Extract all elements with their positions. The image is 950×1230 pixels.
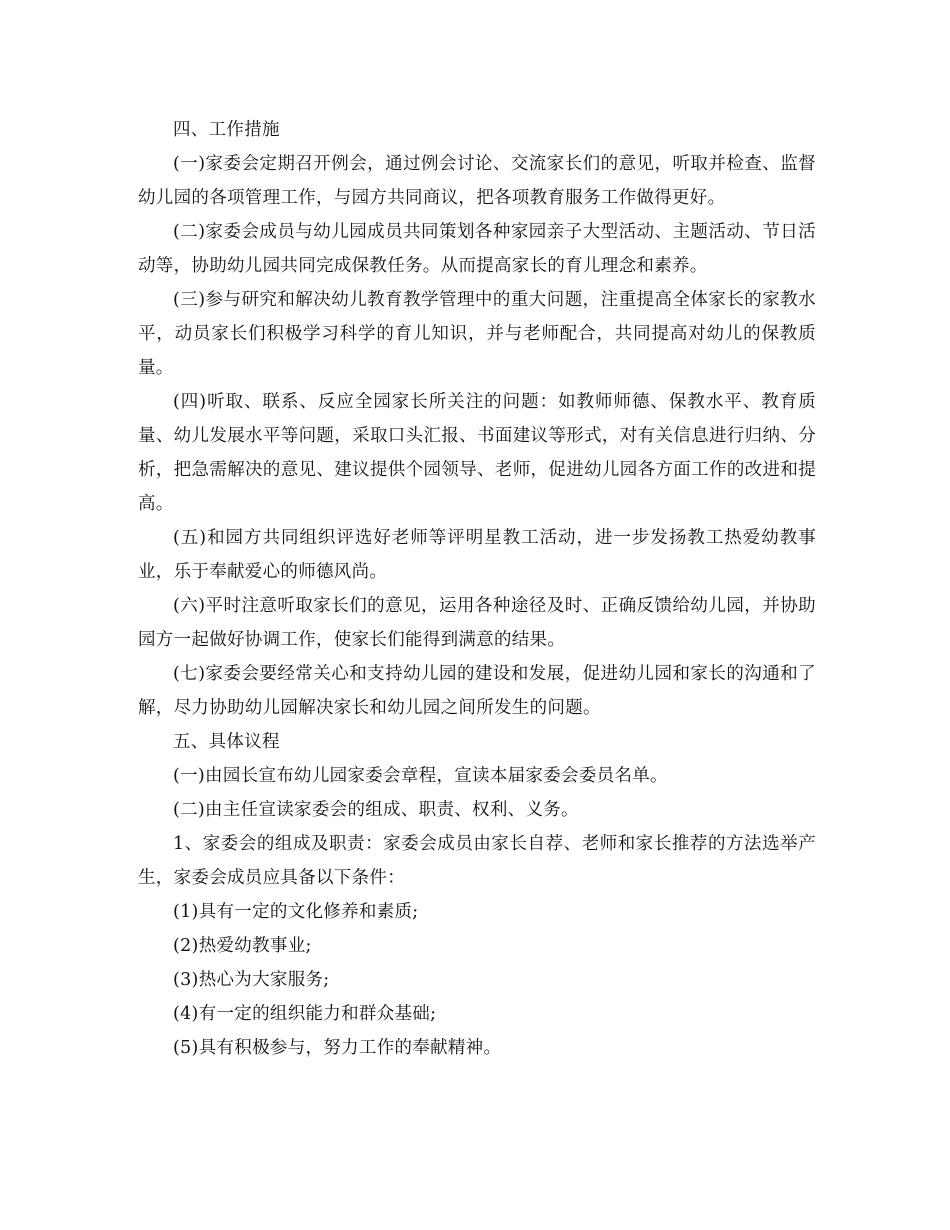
condition-item-4: (4)有一定的组织能力和群众基础; <box>173 1004 437 1024</box>
agenda-paragraph-3: 1、家委会的组成及职责：家委会成员由家长自荐、老师和家长推荐的方法选举产生，家委会成员应具备以下条件： <box>138 834 816 888</box>
condition-item-2: (2)热爱幼教事业; <box>173 936 312 956</box>
measure-paragraph-1: (一)家委会定期召开例会，通过例会讨论、交流家长们的意见，听取并检查、监督幼儿园的各项管理工作，与园方共同商议，把各项教育服务工作做得更好。 <box>138 154 816 208</box>
agenda-paragraph-1: (一)由园长宣布幼儿园家委会章程，宣读本届家委会委员名单。 <box>173 766 668 786</box>
condition-item-3: (3)热心为大家服务; <box>173 970 330 990</box>
measure-paragraph-4: (四)听取、联系、反应全园家长所关注的问题：如教师师德、保教水平、教育质量、幼儿发展水平等问题，采取口头汇报、书面建议等形式，对有关信息进行归纳、分析，把急需解决的意见、建议提供个园领导、老师，促进幼儿园各方面工作的改进和提高。 <box>138 392 816 514</box>
section-heading-agenda: 五、具体议程 <box>173 732 280 752</box>
measure-paragraph-7: (七)家委会要经常关心和支持幼儿园的建设和发展，促进幼儿园和家长的沟通和了解，尽力协助幼儿园解决家长和幼儿园之间所发生的问题。 <box>138 664 816 718</box>
document-body <box>138 113 816 1065</box>
section-heading-measures: 四、工作措施 <box>173 120 280 140</box>
condition-item-5: (5)具有积极参与，努力工作的奉献精神。 <box>173 1038 502 1058</box>
measure-paragraph-2: (二)家委会成员与幼儿园成员共同策划各种家园亲子大型活动、主题活动、节日活动等，协助幼儿园共同完成保教任务。从而提高家长的育儿理念和素养。 <box>138 222 816 276</box>
measure-paragraph-5: (五)和园方共同组织评选好老师等评明星教工活动，进一步发扬教工热爱幼教事业，乐于奉献爱心的师德风尚。 <box>138 528 816 582</box>
measure-paragraph-3: (三)参与研究和解决幼儿教育教学管理中的重大问题，注重提高全体家长的家教水平，动员家长们积极学习科学的育儿知识，并与老师配合，共同提高对幼儿的保教质量。 <box>138 290 816 378</box>
measure-paragraph-6: (六)平时注意听取家长们的意见，运用各种途径及时、正确反馈给幼儿园，并协助园方一起做好协调工作，使家长们能得到满意的结果。 <box>138 596 816 650</box>
condition-item-1: (1)具有一定的文化修养和素质; <box>173 902 419 922</box>
agenda-paragraph-2: (二)由主任宣读家委会的组成、职责、权利、义务。 <box>173 800 579 820</box>
